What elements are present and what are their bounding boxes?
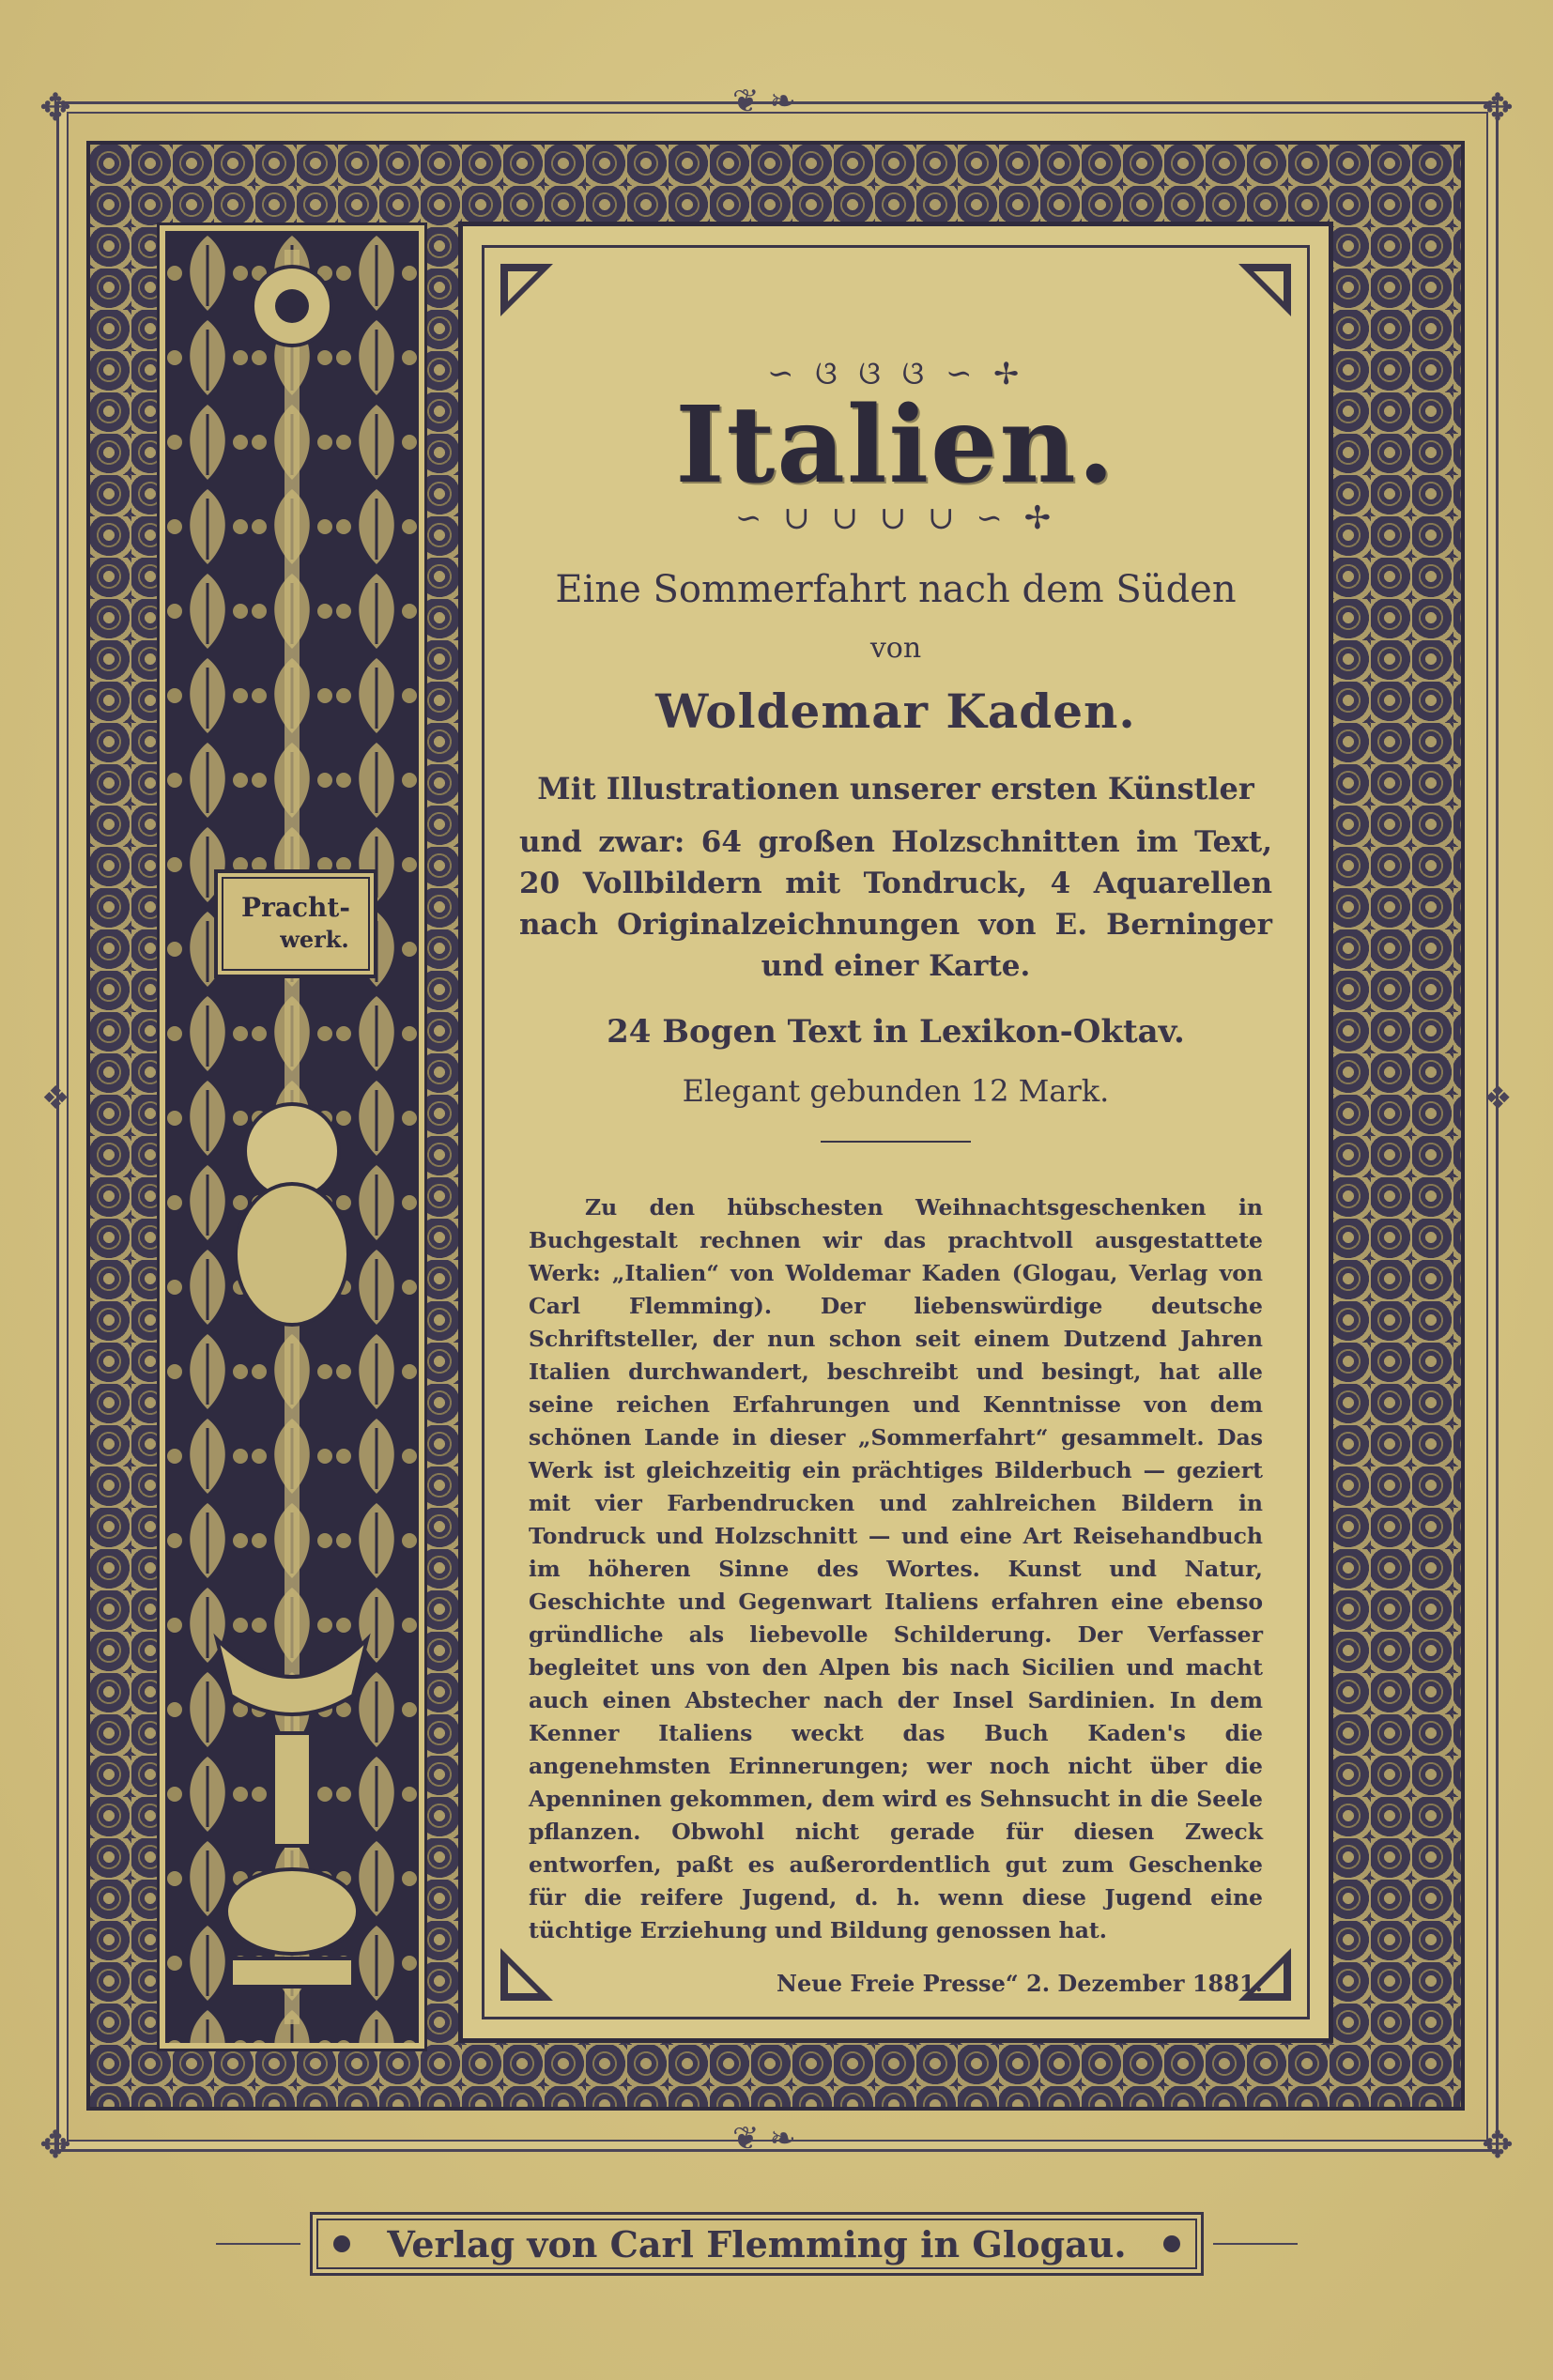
book-title: Italien. [675,384,1116,507]
author-name: Woldemar Kaden. [655,683,1136,739]
title-bottom-ornament-icon: ∽ ∪ ∪ ∪ ∪ ∽ ✢ [734,499,1057,537]
right-arrow-ornament [1213,2243,1298,2245]
advertisement-content [519,355,1272,1997]
corner-ornament-icon: ✥ [39,86,71,130]
press-review: Zu den hübschesten Weihnachtsgeschenken in Buchgestalt rechnen wir das prachtvoll ausgestattete Werk: „Italien“ von Woldemar Kaden (Glogau, Verlag von Carl Flemming). Der liebenswürdige deutsche Schriftsteller, der nun schon seit einem Dutzend Jahren Italien durchwandert, beschreibt und besingt, hat alle seine reichen Erfahrungen und Kenntnisse von dem schönen Lande in dieser „Sommerfahrt“ gesammelt. Das Werk ist gleichzeitig ein prächtiges Bilderbuch — geziert mit vier Farbendrucken und zahlreichen Bildern in Tondruck und Holzschnitt — und eine Art Reisehandbuch im höheren Sinne des Wortes. Kunst und Natur, Geschichte und Gegenwart Italiens erfahren eine ebenso gründliche als liebevolle Schilderung. Der Verfasser begleitet uns von den Alpen bis nach Sicilien und macht auch einen Abstecher nach der Insel Sardinien. In dem Kenner Italiens weckt das Buch Kaden's die angenehmsten Erinnerungen; wer noch nicht über die Apenninen gekommen, dem wird es Sehnsucht in die Seele pflanzen. Obwohl nicht gerade für diesen Zweck entworfen, paßt es außerordentlich gut zum Geschenke für die reifere Jugend, d. h. wenn diese Jugend eine tüchtige Erziehung und Bildung genossen hat. [529,1194,1263,1943]
format-info: 24 Bogen Text in Lexikon-Oktav. [607,1013,1185,1051]
bullet-icon [1163,2235,1180,2252]
corner-ornament-icon: ✥ [1482,2124,1514,2167]
book-subtitle: Eine Sommerfahrt nach dem Süden [555,568,1237,611]
prachtwerk-badge [214,869,377,978]
corner-ornament-icon: ✥ [1482,86,1514,130]
corner-triangle-icon [1238,264,1291,316]
badge-line-2: werk. [280,926,349,953]
title-top-ornament-icon: ∽ ଓ ଓ ଓ ∽ ✢ [766,355,1025,392]
left-arrow-ornament [216,2243,300,2245]
publisher-name: Verlag von Carl Flemming in Glogau. [387,2222,1127,2265]
badge-line-1: Pracht- [241,892,350,923]
illustrations-line: Mit Illustrationen unserer ersten Künstler [537,771,1254,806]
top-flourish-icon: ❦ ❧ [732,83,796,120]
divider [821,1141,971,1143]
right-flourish-icon: ❖ [1484,1080,1513,1117]
illustration-details: und zwar: 64 großen Holzschnitten im Text, 20 Vollbildern mit Tondruck, 4 Aquarellen nach Originalzeichnungen von E. Berninger und einer Karte. [519,825,1272,983]
corner-triangle-icon [500,264,553,316]
price-info: Elegant gebunden 12 Mark. [682,1073,1110,1109]
ornamental-column [160,225,424,2049]
corner-ornament-icon: ✥ [39,2124,71,2167]
bullet-icon [333,2235,350,2252]
review-source: Neue Freie Presse“ 2. Dezember 1881. [776,1969,1263,1997]
left-flourish-icon: ❖ [41,1080,70,1117]
bottom-flourish-icon: ❦ ❧ [732,2120,796,2157]
by-label: von [869,632,922,665]
publisher-box [310,2212,1204,2276]
foliage-ornament-icon [165,231,419,2043]
text-panel [458,222,1333,2043]
